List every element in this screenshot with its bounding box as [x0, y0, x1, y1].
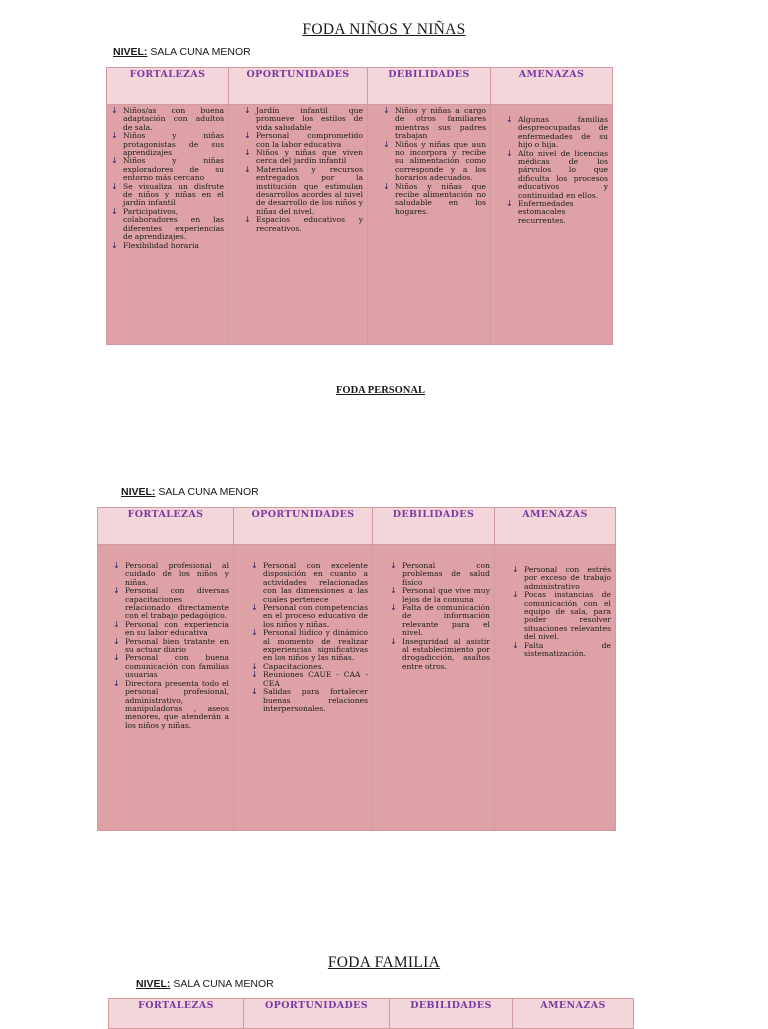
list-item: ↓ Personal con excelente disposición en cuanto a actividades relacionadas con las dimensiones a las cuales pertenece	[250, 562, 368, 604]
bullet-arrow-icon	[111, 132, 118, 140]
list-item: ↓ Niños y niñas que recibe alimentación no saludable en los hogares.	[382, 183, 486, 217]
debilidades-cell	[373, 545, 495, 831]
bullet-arrow-icon	[390, 562, 397, 570]
bullet-arrow-icon	[111, 208, 118, 216]
header-debilidades: DEBILIDADES	[368, 68, 491, 105]
list-item: ↓ Falta de comunicación de información relevante para el nivel.	[389, 604, 490, 638]
nivel-value: SALA CUNA MENOR	[155, 486, 259, 498]
bullet-arrow-icon	[111, 157, 118, 165]
list-item: ↓ Alto nivel de licencias médicas de los párvulos lo que dificulta los procesos educativos y continuidad en ellos.	[505, 150, 608, 200]
bullet-arrow-icon	[251, 688, 258, 696]
foda-table-familia	[108, 998, 634, 1029]
list-item: ↓ Jardín infantil que promueve los estilos de vida saludable	[243, 107, 363, 132]
fortalezas-cell	[107, 105, 229, 345]
bullet-arrow-icon	[113, 680, 120, 688]
list-item: ↓ Personal que vive muy lejos de la comuna	[389, 587, 490, 604]
amenazas-cell	[495, 545, 616, 831]
list-item: ↓ Pocas instancias de comunicación con el equipo de sala, para poder resolver situaciones relevantes del nivel.	[511, 591, 611, 641]
amenazas-cell	[491, 105, 613, 345]
bullet-arrow-icon	[113, 638, 120, 646]
header-fortalezas: FORTALEZAS	[109, 999, 244, 1029]
bullet-arrow-icon	[244, 216, 251, 224]
list-item: ↓ Directora presenta todo el personal profesional, administrativo, manipuladoras , aseos menores, que atenderán a los niños y niñas.	[112, 680, 229, 730]
list-item: ↓ Personal con experiencia en su labor educativa	[112, 621, 229, 638]
fortalezas-cell	[98, 545, 234, 831]
bullet-arrow-icon	[390, 604, 397, 612]
bullet-arrow-icon	[244, 166, 251, 174]
list-item: ↓ Personal con diversas capacitaciones relacionado directamente con el trabajo pedagógico.	[112, 587, 229, 621]
section2-nivel	[121, 486, 259, 498]
list-item: ↓ Niños y niñas que viven cerca del jardín infantil	[243, 149, 363, 166]
header-fortalezas: FORTALEZAS	[107, 68, 229, 105]
list-item: ↓ Reuniones CAUE - CAA - CEA	[250, 671, 368, 688]
bullet-arrow-icon	[111, 183, 118, 191]
nivel-label: NIVEL:	[113, 46, 148, 58]
bullet-arrow-icon	[111, 242, 118, 250]
list-item: ↓ Niños y niñas protagonistas de sus aprendizajes	[110, 132, 224, 157]
list-item: ↓ Flexibilidad horaria	[110, 242, 224, 250]
bullet-arrow-icon	[251, 629, 258, 637]
nivel-label: NIVEL:	[121, 486, 156, 498]
header-oportunidades: OPORTUNIDADES	[234, 508, 373, 545]
list-item: ↓ Niños y niñas exploradores de su entorno más cercano	[110, 157, 224, 182]
nivel-value: SALA CUNA MENOR	[147, 46, 251, 58]
list-item: ↓ Personal lúdico y dinámico al momento de realizar experiencias significativas en los niños y las niñas.	[250, 629, 368, 663]
bullet-arrow-icon	[113, 587, 120, 595]
oportunidades-cell	[234, 545, 373, 831]
section3-title: FODA FAMILIA	[327, 954, 441, 971]
header-oportunidades: OPORTUNIDADES	[229, 68, 368, 105]
list-item: ↓ Personal bien tratante en su actuar diario	[112, 638, 229, 655]
bullet-arrow-icon	[111, 107, 118, 115]
list-item: ↓ Niños y niñas a cargo de otros familiares mientras sus padres trabajan	[382, 107, 486, 141]
header-debilidades: DEBILIDADES	[373, 508, 495, 545]
bullet-arrow-icon	[512, 566, 519, 574]
header-oportunidades: OPORTUNIDADES	[244, 999, 390, 1029]
list-item: ↓ Espacios educativos y recreativos.	[243, 216, 363, 233]
bullet-arrow-icon	[390, 638, 397, 646]
bullet-arrow-icon	[512, 591, 519, 599]
section1-title: FODA NIÑOS Y NIÑAS	[302, 21, 466, 38]
bullet-arrow-icon	[506, 116, 513, 124]
bullet-arrow-icon	[251, 671, 258, 679]
list-item: ↓ Niños y niñas que aun no incorpora y recibe su alimentación como corresponde y a los horarios adecuados.	[382, 141, 486, 183]
nivel-label: NIVEL:	[136, 978, 171, 990]
bullet-arrow-icon	[244, 132, 251, 140]
header-fortalezas: FORTALEZAS	[98, 508, 234, 545]
list-item: ↓ Personal con buena comunicación con familias usuarias	[112, 654, 229, 679]
debilidades-cell	[368, 105, 491, 345]
header-amenazas: AMENAZAS	[513, 999, 634, 1029]
list-item: ↓ Inseguridad al asistir al establecimiento por drogadicción, asaltos entre otros.	[389, 638, 490, 672]
bullet-arrow-icon	[113, 562, 120, 570]
bullet-arrow-icon	[506, 200, 513, 208]
bullet-arrow-icon	[383, 107, 390, 115]
list-item: ↓ Personal con problemas de salud físico	[389, 562, 490, 587]
oportunidades-cell	[229, 105, 368, 345]
section1-nivel	[113, 46, 251, 58]
section3-nivel	[136, 978, 274, 990]
list-item: ↓ Personal con estrés por exceso de trabajo administrativo	[511, 566, 611, 591]
bullet-arrow-icon	[506, 150, 513, 158]
bullet-arrow-icon	[512, 642, 519, 650]
list-item: ↓ Niños/as con buena adaptación con adultos de sala.	[110, 107, 224, 132]
bullet-arrow-icon	[244, 107, 251, 115]
bullet-arrow-icon	[251, 604, 258, 612]
foda-table-personal	[97, 507, 616, 831]
list-item: ↓ Personal comprometido con la labor educativa	[243, 132, 363, 149]
bullet-arrow-icon	[390, 587, 397, 595]
bullet-arrow-icon	[113, 621, 120, 629]
bullet-arrow-icon	[113, 654, 120, 662]
nivel-value: SALA CUNA MENOR	[170, 978, 274, 990]
list-item: ↓ Falta de sistematización.	[511, 642, 611, 659]
bullet-arrow-icon	[383, 141, 390, 149]
list-item: ↓ Salidas para fortalecer buenas relaciones interpersonales.	[250, 688, 368, 713]
list-item: ↓ Enfermedades estomacales recurrentes.	[505, 200, 608, 225]
list-item: ↓ Se visualiza un disfrute de niños y niñas en el jardín infantil	[110, 183, 224, 208]
header-amenazas: AMENAZAS	[491, 68, 613, 105]
bullet-arrow-icon	[251, 562, 258, 570]
header-amenazas: AMENAZAS	[495, 508, 616, 545]
list-item: ↓ Capacitaciones.	[250, 663, 368, 671]
header-debilidades: DEBILIDADES	[390, 999, 513, 1029]
list-item: ↓ Participativos, colaboradores en las diferentes experiencias de aprendizajes.	[110, 208, 224, 242]
section2-title: FODA PERSONAL	[336, 385, 425, 396]
list-item: ↓ Materiales y recursos entregados por la institución que estimulan desarrollos acordes al nivel de desarrollo de los niños y niñas del nivel.	[243, 166, 363, 216]
foda-table-ninos	[106, 67, 613, 345]
list-item: ↓ Algunas familias despreocupadas de enfermedades de su hijo o hija.	[505, 116, 608, 150]
bullet-arrow-icon	[383, 183, 390, 191]
list-item: ↓ Personal profesional al cuidado de los niños y niñas.	[112, 562, 229, 587]
bullet-arrow-icon	[244, 149, 251, 157]
list-item: ↓ Personal con competencias en el proceso educativo de los niños y niñas.	[250, 604, 368, 629]
